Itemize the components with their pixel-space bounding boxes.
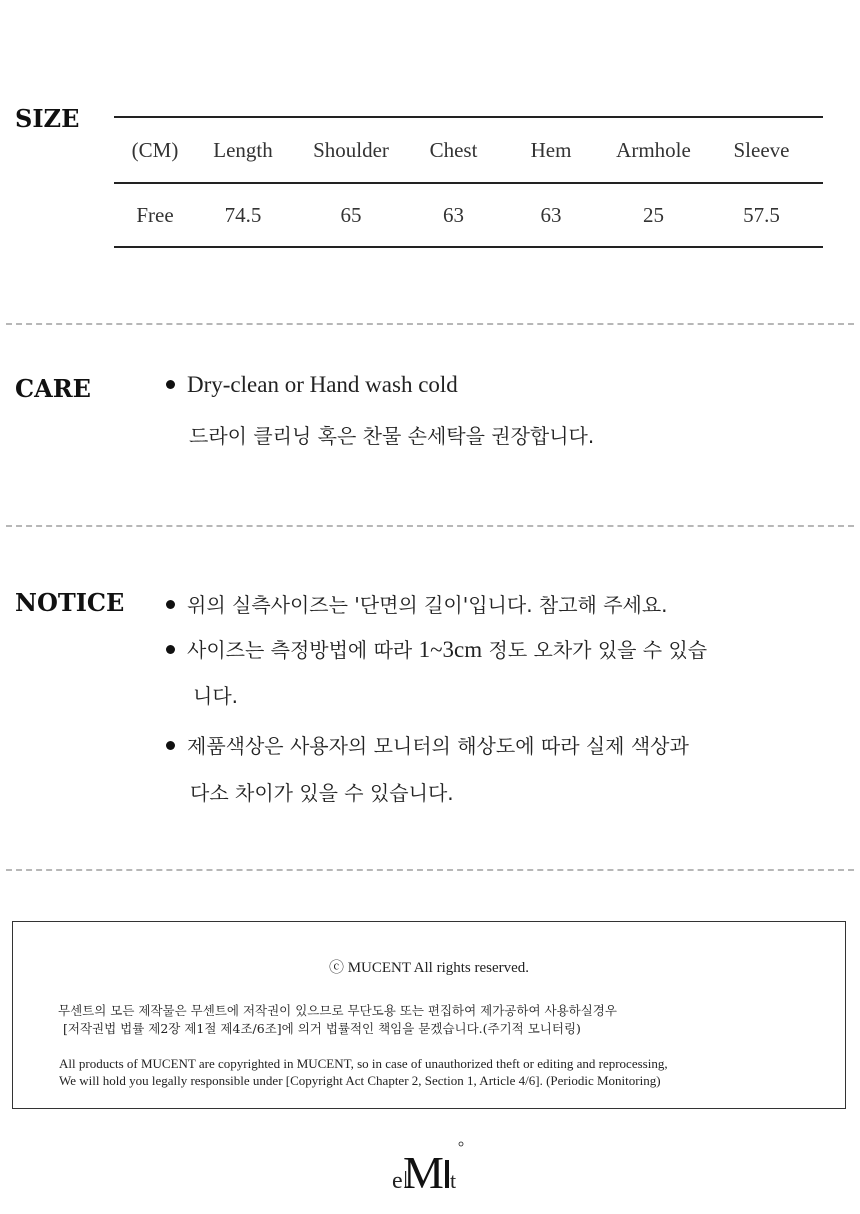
size-cell-chest: 63 bbox=[443, 202, 464, 227]
notice-item-1 bbox=[166, 589, 668, 618]
care-text-en: Dry-clean or Hand wash cold bbox=[187, 372, 458, 397]
section-divider bbox=[6, 525, 854, 527]
size-cell-sleeve: 57.5 bbox=[743, 202, 780, 227]
brand-logo-mark bbox=[392, 1140, 472, 1195]
size-cell-shoulder: 65 bbox=[340, 202, 362, 227]
notice-section-title: NOTICE bbox=[15, 588, 125, 617]
section-divider bbox=[6, 869, 854, 871]
table-row bbox=[114, 183, 823, 247]
copyright-ko-line-2: [저작권법 법률 제2장 제1절 제4조/6조]에 의거 법률적인 책임을 묻겠습니다.(주기적 모니터링) bbox=[63, 1021, 581, 1036]
bullet-icon bbox=[166, 741, 175, 750]
notice-item-3 bbox=[166, 730, 689, 759]
notice-text-3-continued: 다소 차이가 있을 수 있습니다. bbox=[190, 781, 454, 805]
size-header-shoulder: Shoulder bbox=[313, 137, 389, 162]
notice-text-2a: 사이즈는 측정방법에 따라 bbox=[187, 638, 419, 662]
size-cell-length: 74.5 bbox=[224, 202, 262, 227]
copyright-title: ⓒ MUCENT All rights reserved. bbox=[328, 960, 530, 976]
size-header-unit: (CM) bbox=[131, 137, 179, 162]
size-header-chest: Chest bbox=[429, 137, 478, 162]
size-section-title: SIZE bbox=[15, 104, 80, 133]
svg-text:M: M bbox=[403, 1147, 444, 1195]
size-cell-armhole: 25 bbox=[643, 202, 664, 227]
notice-text-1: 위의 실측사이즈는 '단면의 길이'입니다. 참고해 주세요. bbox=[187, 593, 668, 617]
size-cell-hem: 63 bbox=[540, 202, 562, 227]
copyright-en-line-1: All products of MUCENT are copyrighted in MUCENT, so in case of unauthorized theft or editing and reprocessing, bbox=[59, 1056, 668, 1071]
bullet-icon bbox=[166, 645, 175, 654]
size-header-sleeve: Sleeve bbox=[733, 137, 790, 162]
svg-text:e: e bbox=[392, 1168, 403, 1194]
size-header-armhole: Armhole bbox=[616, 137, 691, 162]
size-header-length: Length bbox=[213, 137, 273, 162]
notice-text-2-measure: 1~3cm bbox=[418, 637, 483, 662]
care-item bbox=[166, 372, 458, 398]
notice-text-3: 제품색상은 사용자의 모니터의 해상도에 따라 실제 색상과 bbox=[187, 734, 689, 758]
size-table bbox=[114, 116, 823, 248]
notice-item-2 bbox=[166, 634, 707, 663]
bullet-icon bbox=[166, 380, 175, 389]
brand-logo bbox=[392, 1140, 472, 1195]
svg-text:t: t bbox=[450, 1168, 457, 1193]
care-text-ko: 드라이 클리닝 혹은 찬물 손세탁을 권장합니다. bbox=[189, 424, 595, 448]
section-divider bbox=[6, 323, 854, 325]
care-section-title: CARE bbox=[15, 374, 91, 403]
size-cell-size: Free bbox=[136, 202, 174, 227]
notice-text-2-continued: 니다. bbox=[193, 684, 238, 708]
bullet-icon bbox=[166, 600, 175, 609]
copyright-en-line-2: We will hold you legally responsible under [Copyright Act Chapter 2, Section 1, Article 4/6]. (Periodic Monitoring) bbox=[59, 1073, 661, 1088]
copyright-ko-line-1: 무센트의 모든 제작물은 무센트에 저작권이 있으므로 무단도용 또는 편집하여 제가공하여 사용하실경우 bbox=[58, 1003, 617, 1018]
size-table-header-row bbox=[114, 117, 823, 183]
notice-text-2b: 정도 오차가 있을 수 있습 bbox=[482, 638, 708, 662]
copyright-box bbox=[12, 921, 846, 1109]
size-header-hem: Hem bbox=[530, 137, 572, 162]
